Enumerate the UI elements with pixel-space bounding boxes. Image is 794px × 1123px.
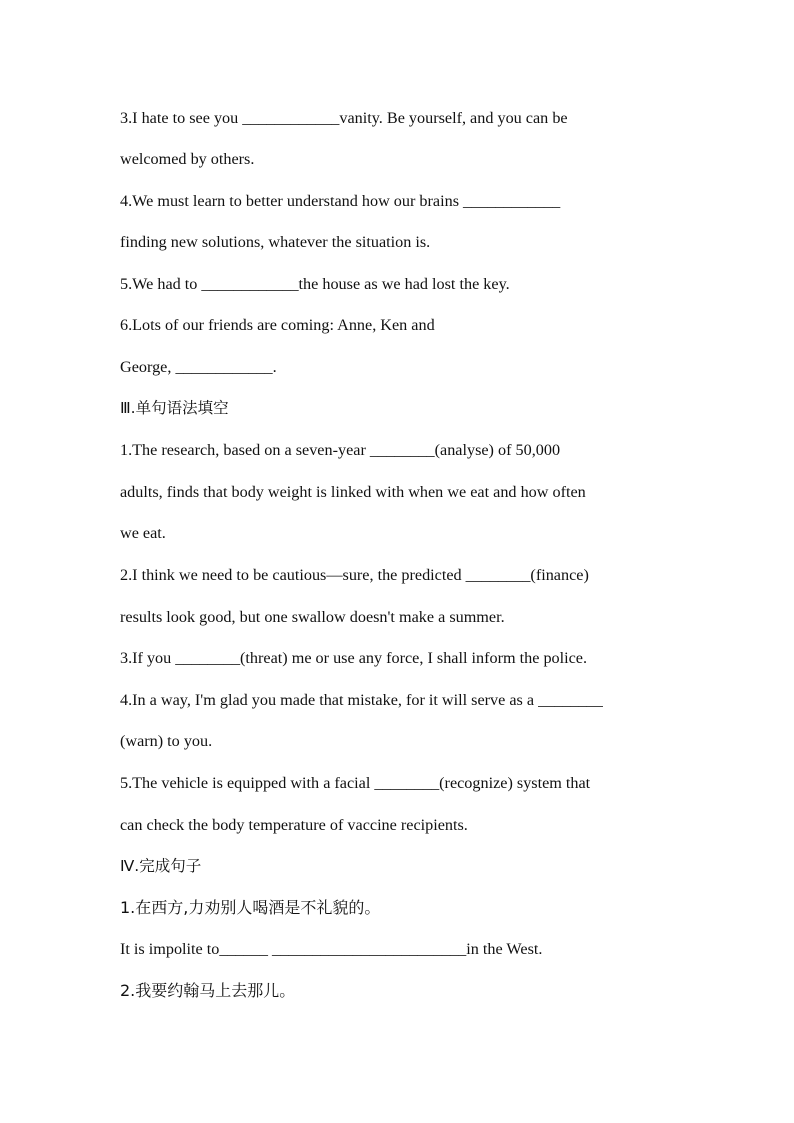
translate-q1-chinese: 1.在西方,力劝别人喝酒是不礼貌的。 [120, 898, 381, 917]
translate-q2-chinese: 2.我要约翰马上去那儿。 [120, 981, 296, 1000]
grammar-q4-line2: (warn) to you. [120, 732, 213, 750]
q3-vanity-line1: 3.I hate to see you ____________vanity. Be yourself, and you can be [120, 109, 568, 127]
grammar-q4-line1: 4.In a way, I'm glad you made that mistake, for it will serve as a ________ [120, 691, 603, 709]
grammar-q2-line1: 2.I think we need to be cautious—sure, the predicted ________(finance) [120, 566, 589, 584]
grammar-q5-line1: 5.The vehicle is equipped with a facial ________(recognize) system that [120, 774, 591, 792]
grammar-q1-line1: 1.The research, based on a seven-year ________(analyse) of 50,000 [120, 441, 561, 459]
q4-brains-line2: finding new solutions, whatever the situation is. [120, 233, 431, 251]
q6-friends-line1: 6.Lots of our friends are coming: Anne, Ken and [120, 316, 435, 334]
q4-brains-line1: 4.We must learn to better understand how our brains ____________ [120, 192, 561, 210]
grammar-q2-line2: results look good, but one swallow doesn't make a summer. [120, 608, 505, 626]
section-iv-heading: Ⅳ.完成句子 [120, 857, 202, 875]
q5-house-line: 5.We had to ____________the house as we had lost the key. [120, 275, 510, 293]
grammar-q3-line: 3.If you ________(threat) me or use any force, I shall inform the police. [120, 649, 588, 667]
section-iii-heading: Ⅲ.单句语法填空 [120, 399, 229, 417]
q6-friends-line2: George, ____________. [120, 358, 277, 376]
translate-q1-english: It is impolite to______ ________________________in the West. [120, 940, 543, 958]
grammar-q5-line2: can check the body temperature of vaccine recipients. [120, 816, 468, 834]
grammar-q1-line2: adults, finds that body weight is linked with when we eat and how often [120, 483, 586, 501]
grammar-q1-line3: we eat. [120, 524, 166, 542]
q3-vanity-line2: welcomed by others. [120, 150, 255, 168]
